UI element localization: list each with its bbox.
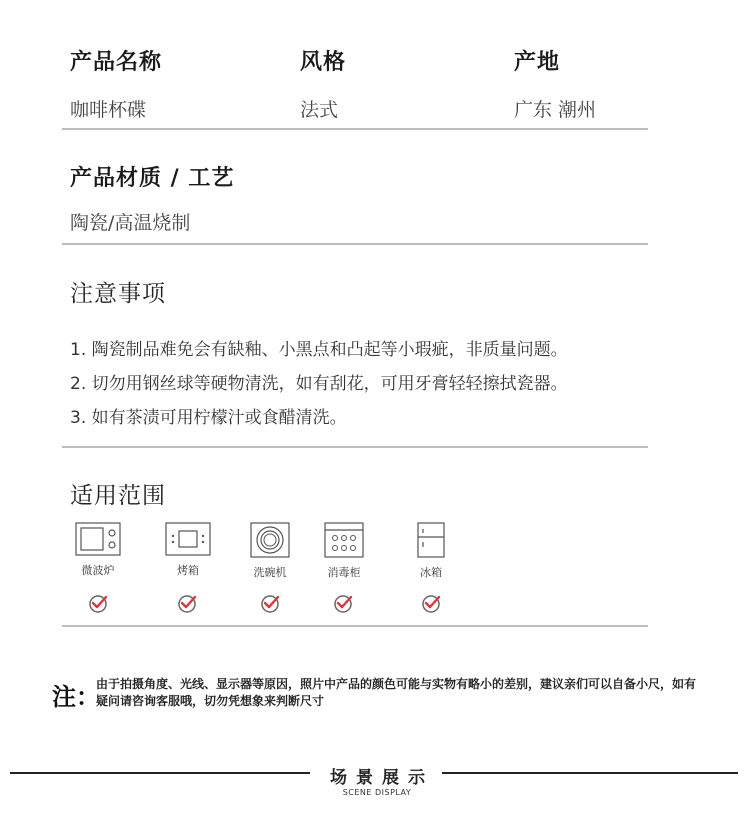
scene-subtitle: SCENE DISPLAY [342,788,412,797]
material-value: 陶瓷/高温烧制 [70,212,191,234]
fridge-icon [416,522,446,558]
scene-title: 场景展示 [330,768,434,788]
check-icon [177,592,199,614]
footnote-label: 注： [52,683,100,711]
microwave-icon [75,522,121,556]
scene-divider-right [442,772,738,774]
note-item: 2. 切勿用钢丝球等硬物清洗，如有刮花，可用牙膏轻轻擦拭瓷器。 [70,374,568,394]
product-name-value: 咖啡杯碟 [70,99,147,121]
appliance-label: 冰箱 [420,566,442,579]
appliance-microwave [68,522,128,578]
sterilizer-icon [324,522,364,558]
style-header: 风格 [300,50,347,75]
style-value: 法式 [300,99,339,121]
usage-title: 适用范围 [70,483,166,509]
divider [62,625,648,627]
divider [62,128,648,130]
check-icon [333,592,355,614]
appliance-label: 消毒柜 [327,566,361,579]
footnote-text: 由于拍摄角度、光线、显示器等原因，照片中产品的颜色可能与实物有略小的差别，建议亲们可以自备小尺，如有疑问请咨询客服哦，切勿凭想象来判断尺寸 [96,677,697,708]
dishwasher-icon [250,522,290,558]
appliance-oven [158,522,218,578]
divider [62,446,648,448]
appliance-fridge [401,522,461,580]
appliance-dishwasher [240,522,300,580]
notes-title: 注意事项 [70,281,166,307]
material-header: 产品材质 / 工艺 [70,166,235,191]
scene-divider-left [10,772,310,774]
product-name-header: 产品名称 [70,50,163,75]
appliance-label: 微波炉 [81,564,115,577]
appliance-label: 烤箱 [177,564,199,577]
check-icon [421,592,443,614]
origin-header: 产地 [514,50,561,75]
check-icon [88,592,110,614]
divider [62,243,648,245]
check-icon [260,592,282,614]
note-item: 3. 如有茶渍可用柠檬汁或食醋清洗。 [70,408,347,428]
origin-value: 广东 潮州 [514,99,597,121]
note-item: 1. 陶瓷制品难免会有缺釉、小黑点和凸起等小瑕疵，非质量问题。 [70,340,568,360]
appliance-label: 洗碗机 [253,566,287,579]
oven-icon [165,522,211,556]
appliance-sterilizer [314,522,374,580]
